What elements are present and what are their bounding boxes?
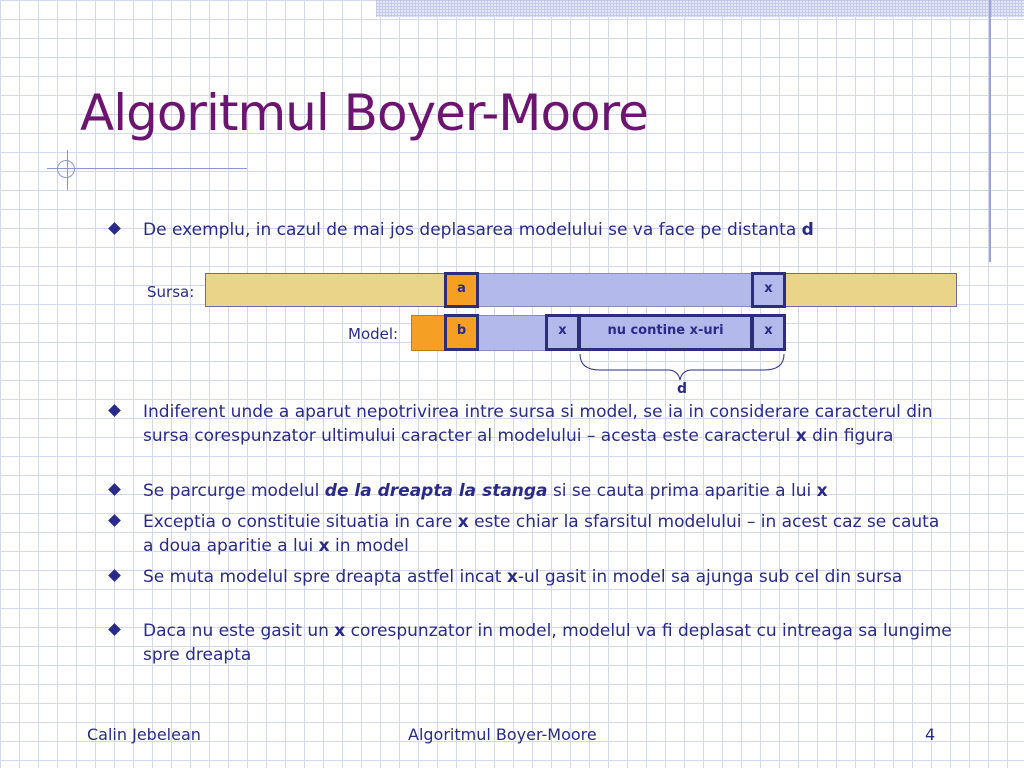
model-char-x-last: x [751,314,786,351]
model-highlight-segment [477,315,547,351]
bullet-diamond-icon [108,569,121,582]
model-label: Model: [348,325,399,343]
bullet-diamond-icon [108,404,121,417]
footer-page-number: 4 [925,725,936,744]
decorative-vertical-line [989,0,991,262]
bullet-text: De exemplu, in cazul de mai jos deplasarea modelului se va face pe distanta d [143,220,814,240]
footer-title: Algoritmul Boyer-Moore [408,725,597,744]
source-char-x: x [751,272,786,308]
slide-title: Algoritmul Boyer-Moore [80,84,648,142]
bullet-text: Se muta modelul spre dreapta astfel incat x-ul gasit in model sa ajunga sub cel din sursa [143,567,903,587]
source-label: Sursa: [147,283,195,301]
model-char-x-first: x [545,314,580,351]
bullet-text: Se parcurge modelul de la dreapta la stanga si se cauta prima aparitie a lui x [143,481,828,501]
bullet-diamond-icon [108,623,121,636]
bullet-text: Daca nu este gasit un x corespunzator in model, modelul va fi deplasat cu intreaga sa lungime spre dreapta [143,621,952,665]
decorative-horizontal-line [47,168,247,169]
source-char-a: a [444,272,479,308]
decorative-pattern [376,0,1024,17]
decorative-ring [57,160,75,178]
bullet-diamond-icon [108,514,121,527]
distance-brace [578,352,788,384]
model-middle-segment: nu contine x-uri [578,314,753,351]
bullet-text: Indiferent unde a aparut nepotrivirea intre sursa si model, se ia in considerare caracterul din sursa corespunzator ultimului caracter al modelului – acesta este caracterul x din figura [143,402,933,446]
model-char-b: b [444,314,479,351]
footer-author: Calin Jebelean [87,725,201,744]
bullet-diamond-icon [108,222,121,235]
bullet-diamond-icon [108,483,121,496]
bullet-text: Exceptia o constituie situatia in care x este chiar la sfarsitul modelului – in acest caz se cauta a doua aparitie a lui x in model [143,512,940,556]
distance-label: d [677,381,688,397]
model-orange-segment [411,315,447,351]
source-highlight-segment [477,273,753,307]
